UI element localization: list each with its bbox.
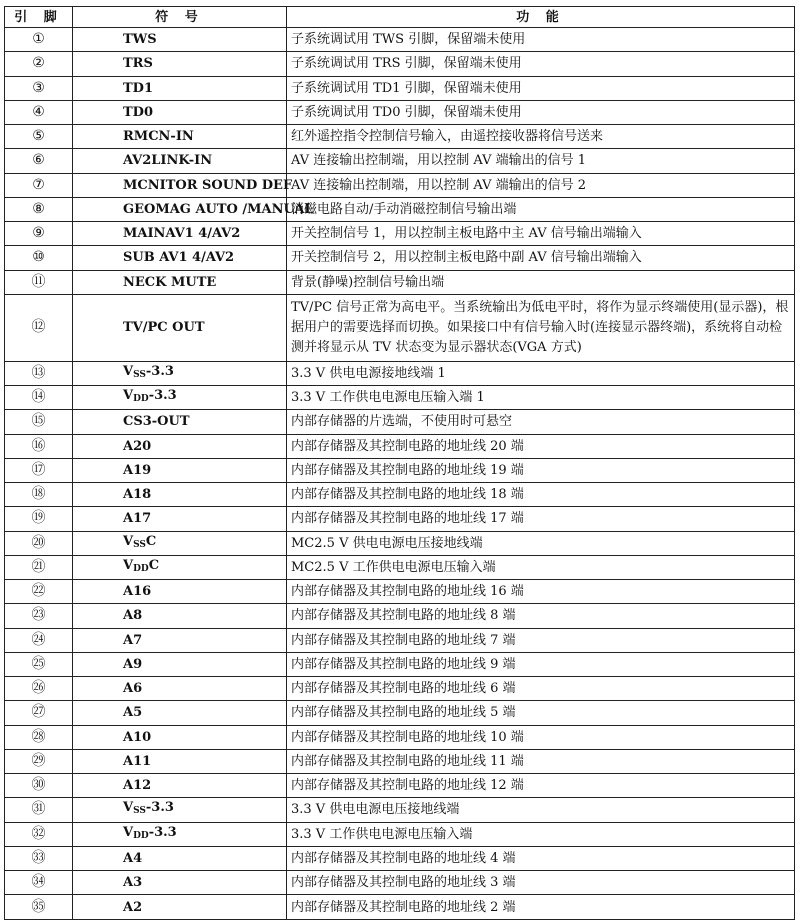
pin-function: 内部存储器及其控制电路的地址线 5 端 <box>287 701 795 725</box>
pin-function: 内部存储器及其控制电路的地址线 20 端 <box>287 434 795 458</box>
table-row <box>5 149 795 173</box>
table-row <box>5 197 795 221</box>
pin-symbol: A11 <box>73 749 287 773</box>
pin-symbol: CS3-OUT <box>73 410 287 434</box>
pin-symbol: TV/PC OUT <box>73 294 287 361</box>
pin-function: 开关控制信号 1，用以控制主板电路中主 AV 信号输出端输入 <box>287 222 795 246</box>
pin-function: 内部存储器及其控制电路的地址线 11 端 <box>287 749 795 773</box>
pin-number: ㉒ <box>5 580 73 604</box>
table-row <box>5 173 795 197</box>
table-row <box>5 749 795 773</box>
table-row <box>5 386 795 410</box>
table-row <box>5 125 795 149</box>
pin-symbol: A6 <box>73 677 287 701</box>
table-row <box>5 294 795 361</box>
pin-number: ㉟ <box>5 895 73 920</box>
table-row <box>5 270 795 294</box>
pin-symbol: A3 <box>73 871 287 895</box>
pin-number: ⑦ <box>5 173 73 197</box>
pin-function: 红外遥控指令控制信号输入，由遥控接收器将信号送来 <box>287 125 795 149</box>
pin-number: ⑩ <box>5 246 73 270</box>
symbol-tail: -3.3 <box>145 363 174 379</box>
symbol-subscript: SS <box>133 806 146 817</box>
header-symbol: 符 号 <box>73 7 287 28</box>
table-row <box>5 507 795 531</box>
table-row <box>5 28 795 52</box>
pin-function: 背景(静噪)控制信号输出端 <box>287 270 795 294</box>
table-row <box>5 822 795 846</box>
table-row <box>5 458 795 482</box>
table-row <box>5 76 795 100</box>
symbol-subscript: DD <box>133 394 149 405</box>
table-row <box>5 701 795 725</box>
pin-function: 子系统调试用 TRS 引脚，保留端未使用 <box>287 52 795 76</box>
symbol-tail: -3.3 <box>145 800 174 816</box>
symbol-main: V <box>123 557 134 573</box>
table-row <box>5 531 795 555</box>
pin-number: ⑧ <box>5 197 73 221</box>
pin-number: ③ <box>5 76 73 100</box>
pin-function: 内部存储器及其控制电路的地址线 10 端 <box>287 725 795 749</box>
table-row <box>5 652 795 676</box>
table-row <box>5 361 795 385</box>
table-row <box>5 246 795 270</box>
table-row <box>5 555 795 579</box>
pin-number: ㉓ <box>5 604 73 628</box>
pin-number: ㉝ <box>5 846 73 870</box>
pin-number: ⑲ <box>5 507 73 531</box>
pin-symbol: A18 <box>73 483 287 507</box>
table-row <box>5 604 795 628</box>
pin-function: AV 连接输出控制端，用以控制 AV 端输出的信号 1 <box>287 149 795 173</box>
symbol-subscript: SS <box>133 369 146 380</box>
header-function: 功 能 <box>287 7 795 28</box>
pin-number: ㉚ <box>5 774 73 798</box>
pin-number: ⑭ <box>5 386 73 410</box>
pin-number: ㉗ <box>5 701 73 725</box>
pin-symbol: SUB AV1 4/AV2 <box>73 246 287 270</box>
pin-function: 子系统调试用 TD1 引脚，保留端未使用 <box>287 76 795 100</box>
pin-symbol: TD1 <box>73 76 287 100</box>
pin-function: 内部存储器及其控制电路的地址线 16 端 <box>287 580 795 604</box>
pin-symbol <box>73 555 287 579</box>
pin-symbol: RMCN-IN <box>73 125 287 149</box>
pin-number: ⑳ <box>5 531 73 555</box>
table-row <box>5 222 795 246</box>
pin-number: ⑯ <box>5 434 73 458</box>
pin-function: 内部存储器及其控制电路的地址线 7 端 <box>287 628 795 652</box>
table-row <box>5 580 795 604</box>
pin-function: 内部存储器及其控制电路的地址线 9 端 <box>287 652 795 676</box>
pin-symbol: TWS <box>73 28 287 52</box>
pin-number: ⑫ <box>5 294 73 361</box>
pin-function: MC2.5 V 工作供电电源电压输入端 <box>287 555 795 579</box>
pin-function: 内部存储器及其控制电路的地址线 2 端 <box>287 895 795 920</box>
pin-symbol: AV2LINK-IN <box>73 149 287 173</box>
pin-number: ① <box>5 28 73 52</box>
pin-number: ㉖ <box>5 677 73 701</box>
table-row <box>5 895 795 920</box>
pin-number: ⑬ <box>5 361 73 385</box>
table-row <box>5 677 795 701</box>
symbol-tail: -3.3 <box>148 824 177 840</box>
pin-symbol: GEOMAG AUTO /MANUAL <box>73 197 287 221</box>
symbol-main: V <box>123 800 134 816</box>
pin-function: 内部存储器及其控制电路的地址线 8 端 <box>287 604 795 628</box>
pin-function: 3.3 V 供电电源电压接地线端 <box>287 798 795 822</box>
table-header-row <box>5 7 795 28</box>
pin-number: ㉜ <box>5 822 73 846</box>
pin-symbol <box>73 361 287 385</box>
symbol-tail: C <box>148 557 160 573</box>
pin-symbol: A17 <box>73 507 287 531</box>
symbol-main: V <box>123 533 134 549</box>
pin-number: ⑤ <box>5 125 73 149</box>
pin-number: ㉔ <box>5 628 73 652</box>
pin-number: ㉙ <box>5 749 73 773</box>
pin-function: 子系统调试用 TWS 引脚，保留端未使用 <box>287 28 795 52</box>
pin-symbol: A10 <box>73 725 287 749</box>
pin-symbol: TD0 <box>73 100 287 124</box>
pin-symbol: MCNITOR SOUND DEF <box>73 173 287 197</box>
table-row <box>5 871 795 895</box>
pin-symbol <box>73 386 287 410</box>
pin-number: ㉕ <box>5 652 73 676</box>
pin-symbol: A12 <box>73 774 287 798</box>
pin-function: AV 连接输出控制端，用以控制 AV 端输出的信号 2 <box>287 173 795 197</box>
pin-symbol: A8 <box>73 604 287 628</box>
pin-function: 内部存储器及其控制电路的地址线 19 端 <box>287 458 795 482</box>
pin-symbol: A19 <box>73 458 287 482</box>
pin-symbol: MAINAV1 4/AV2 <box>73 222 287 246</box>
pin-function: 内部存储器及其控制电路的地址线 18 端 <box>287 483 795 507</box>
pin-function: 内部存储器及其控制电路的地址线 6 端 <box>287 677 795 701</box>
table-row <box>5 100 795 124</box>
pin-function: 消磁电路自动/手动消磁控制信号输出端 <box>287 197 795 221</box>
table-row <box>5 774 795 798</box>
pin-number: ⑪ <box>5 270 73 294</box>
symbol-main: V <box>123 824 134 840</box>
table-row <box>5 410 795 434</box>
pin-symbol <box>73 822 287 846</box>
pin-symbol: A2 <box>73 895 287 920</box>
pin-symbol <box>73 798 287 822</box>
pin-function: 内部存储器及其控制电路的地址线 12 端 <box>287 774 795 798</box>
pin-number: ④ <box>5 100 73 124</box>
table-row <box>5 52 795 76</box>
pin-number: ② <box>5 52 73 76</box>
symbol-subscript: DD <box>133 830 149 841</box>
pin-number: ⑥ <box>5 149 73 173</box>
pin-function-table <box>4 6 795 920</box>
pin-symbol: A16 <box>73 580 287 604</box>
pin-symbol: TRS <box>73 52 287 76</box>
pin-number: ㉑ <box>5 555 73 579</box>
pin-symbol: A7 <box>73 628 287 652</box>
pin-symbol: A9 <box>73 652 287 676</box>
table-row <box>5 725 795 749</box>
pin-number: ⑮ <box>5 410 73 434</box>
symbol-subscript: DD <box>133 563 149 574</box>
table-row <box>5 434 795 458</box>
pin-function: 开关控制信号 2，用以控制主板电路中副 AV 信号输出端输入 <box>287 246 795 270</box>
symbol-main: V <box>123 363 134 379</box>
pin-number: ⑱ <box>5 483 73 507</box>
pin-function: 内部存储器及其控制电路的地址线 17 端 <box>287 507 795 531</box>
pin-number: ⑰ <box>5 458 73 482</box>
pin-number: ㉛ <box>5 798 73 822</box>
pin-function: 内部存储器及其控制电路的地址线 3 端 <box>287 871 795 895</box>
pin-function: 内部存储器的片选端，不使用时可悬空 <box>287 410 795 434</box>
table-row <box>5 483 795 507</box>
pin-symbol: A5 <box>73 701 287 725</box>
pin-number: ⑨ <box>5 222 73 246</box>
table-row <box>5 798 795 822</box>
symbol-tail: C <box>145 533 157 549</box>
pin-function: 3.3 V 供电电源接地线端 1 <box>287 361 795 385</box>
table-row <box>5 846 795 870</box>
pin-symbol <box>73 531 287 555</box>
pin-function: 子系统调试用 TD0 引脚，保留端未使用 <box>287 100 795 124</box>
pin-symbol: A4 <box>73 846 287 870</box>
pin-function: 3.3 V 工作供电电源电压输入端 1 <box>287 386 795 410</box>
pin-function: 3.3 V 工作供电电源电压输入端 <box>287 822 795 846</box>
symbol-subscript: SS <box>133 539 146 550</box>
pin-function: 内部存储器及其控制电路的地址线 4 端 <box>287 846 795 870</box>
header-pin: 引 脚 <box>5 7 73 28</box>
pin-function: TV/PC 信号正常为高电平。当系统输出为低电平时，将作为显示终端使用(显示器)，根据用户的需要选择而切换。如果接口中有信号输入时(连接显示器终端)，系统将自动检测并将显示从 TV 状态变为显示器状态(VGA 方式) <box>287 294 795 361</box>
pin-function: MC2.5 V 供电电源电压接地线端 <box>287 531 795 555</box>
symbol-main: V <box>123 388 134 404</box>
pin-number: ㉘ <box>5 725 73 749</box>
pin-symbol: NECK MUTE <box>73 270 287 294</box>
pin-symbol: A20 <box>73 434 287 458</box>
table-row <box>5 628 795 652</box>
pin-number: ㉞ <box>5 871 73 895</box>
symbol-tail: -3.3 <box>148 388 177 404</box>
